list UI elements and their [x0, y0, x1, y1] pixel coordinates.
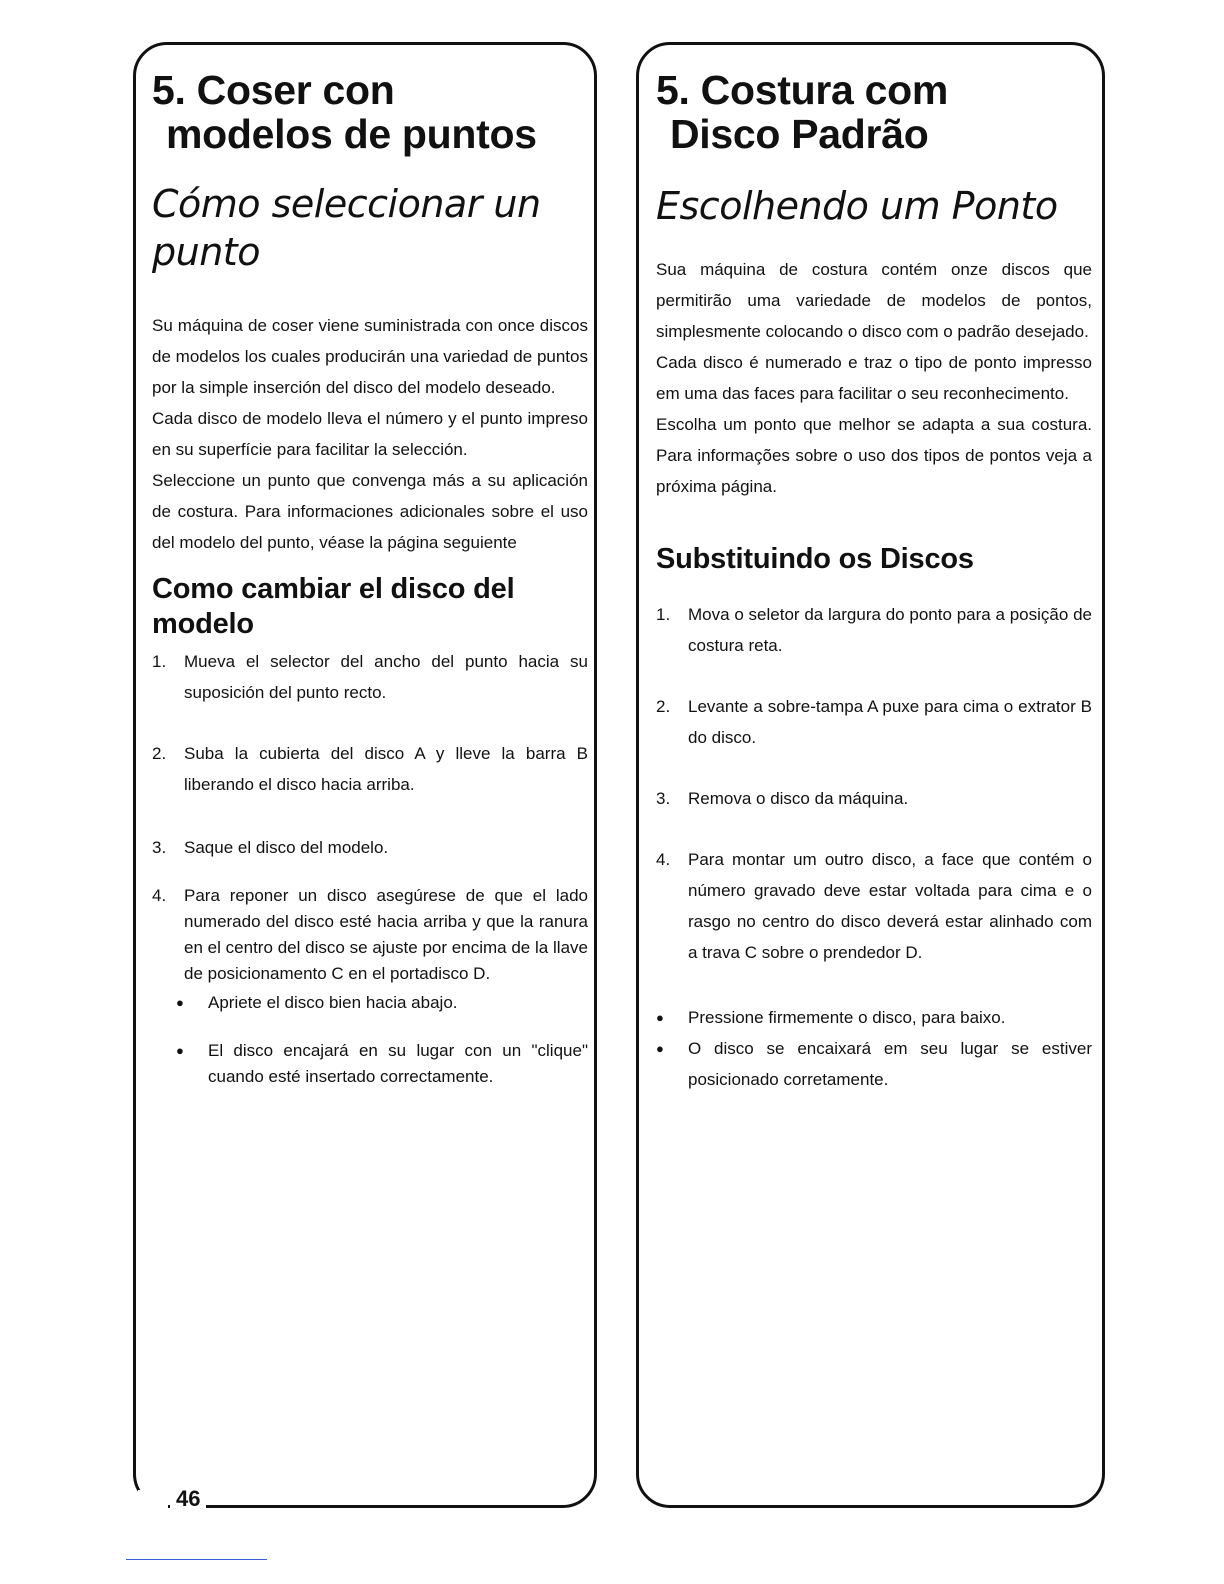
step-text: Saque el disco del modelo. — [184, 838, 389, 857]
portuguese-title-line2: Disco Padrão — [670, 111, 929, 157]
spanish-intro-paragraph: Seleccione un punto que convenga más a su aplicación de costura. Para informaciones adicionales sobre el uso del modelo del punto, véase la página seguiente — [152, 471, 588, 552]
spanish-steps-list — [152, 646, 588, 987]
step-number: 1. — [656, 605, 671, 624]
step-number: 4. — [152, 886, 167, 905]
spanish-step — [152, 832, 588, 863]
portuguese-steps-list — [656, 599, 1092, 968]
step-number: 4. — [656, 850, 671, 869]
portuguese-intro-paragraph: Cada disco é numerado e traz o tipo de ponto impresso em uma das faces para facilitar o seu reconhecimento. — [656, 353, 1092, 403]
spanish-intro-paragraph: Su máquina de coser viene suministrada con once discos de modelos los cuales producirán una variedad de puntos por la simple inserción del disco del modelo deseado. — [152, 316, 588, 397]
step-number: 3. — [152, 838, 167, 857]
spanish-bullet: ● El disco encajará en su lugar con un "clique" cuando esté insertado correctamente. — [176, 1038, 588, 1090]
spanish-section-heading: Como cambiar el disco del modelo — [152, 573, 515, 640]
spanish-title-line2: modelos de puntos — [166, 111, 537, 157]
step-number: 1. — [152, 652, 167, 671]
portuguese-step — [656, 783, 1092, 814]
portuguese-intro-paragraph: Sua máquina de costura contém onze discos que permitirão uma variedade de modelos de pontos, simplesmente colocando o disco com o padrão desejado. — [656, 260, 1092, 341]
portuguese-title — [656, 68, 1092, 156]
spanish-title — [152, 68, 588, 156]
spanish-step — [152, 738, 588, 800]
portuguese-bullet: ● O disco se encaixará em seu lugar se estiver posicionado corretamente. — [656, 1033, 1092, 1095]
step-text: Para reponer un disco asegúrese de que el lado numerado del disco esté hacia arriba y que la ranura en el centro del disco se ajuste por encima de la llave de posicionamento C en el portadisco D. — [184, 886, 588, 983]
step-number: 2. — [152, 744, 167, 763]
spanish-intro-paragraph: Cada disco de modelo lleva el número y el punto impreso en su superfície para facilitar la selección. — [152, 409, 588, 459]
step-text: Levante a sobre-tampa A puxe para cima o extrator B do disco. — [688, 697, 1092, 747]
spanish-step — [152, 883, 588, 987]
step-text: Remova o disco da máquina. — [688, 789, 909, 808]
portuguese-intro-paragraph: Escolha um ponto que melhor se adapta a sua costura. Para informações sobre o uso dos tipos de pontos veja a próxima página. — [656, 415, 1092, 496]
step-text: Suba la cubierta del disco A y lleve la barra B liberando el disco hacia arriba. — [184, 744, 588, 794]
step-number: 3. — [656, 789, 671, 808]
portuguese-step — [656, 599, 1092, 661]
portuguese-intro — [656, 254, 1092, 502]
spanish-bullet: ● Apriete el disco bien hacia abajo. — [176, 987, 588, 1018]
spanish-intro — [152, 310, 588, 558]
portuguese-section-heading: Substituindo os Discos — [656, 543, 974, 575]
footer-link-underline — [126, 1559, 267, 1560]
page-number-gap — [138, 1490, 168, 1512]
portuguese-bullet: ● Pressione firmemente o disco, para baixo. — [656, 1002, 1092, 1033]
spanish-subtitle: Cómo seleccionar un punto — [152, 182, 541, 274]
portuguese-step — [656, 691, 1092, 753]
step-text: Mova o seletor da largura do ponto para a posição de costura reta. — [688, 605, 1092, 655]
spanish-column — [152, 68, 588, 1090]
step-text: Para montar um outro disco, a face que contém o número gravado deve estar voltada para cima e o rasgo no centro do disco deverá estar alinhado com a trava C sobre o prendedor D. — [688, 850, 1092, 962]
step-text: Mueva el selector del ancho del punto hacia su suposición del punto recto. — [184, 652, 588, 702]
portuguese-bullets — [656, 1002, 1092, 1095]
portuguese-title-line1: 5. Costura com — [656, 67, 948, 113]
page-number: 46 — [170, 1486, 206, 1512]
spanish-bullets — [152, 987, 588, 1090]
portuguese-subtitle: Escolhendo um Ponto — [656, 184, 1058, 228]
spanish-step — [152, 646, 588, 708]
step-number: 2. — [656, 697, 671, 716]
portuguese-step — [656, 844, 1092, 968]
portuguese-column — [656, 68, 1092, 1095]
spanish-title-line1: 5. Coser con — [152, 67, 395, 113]
